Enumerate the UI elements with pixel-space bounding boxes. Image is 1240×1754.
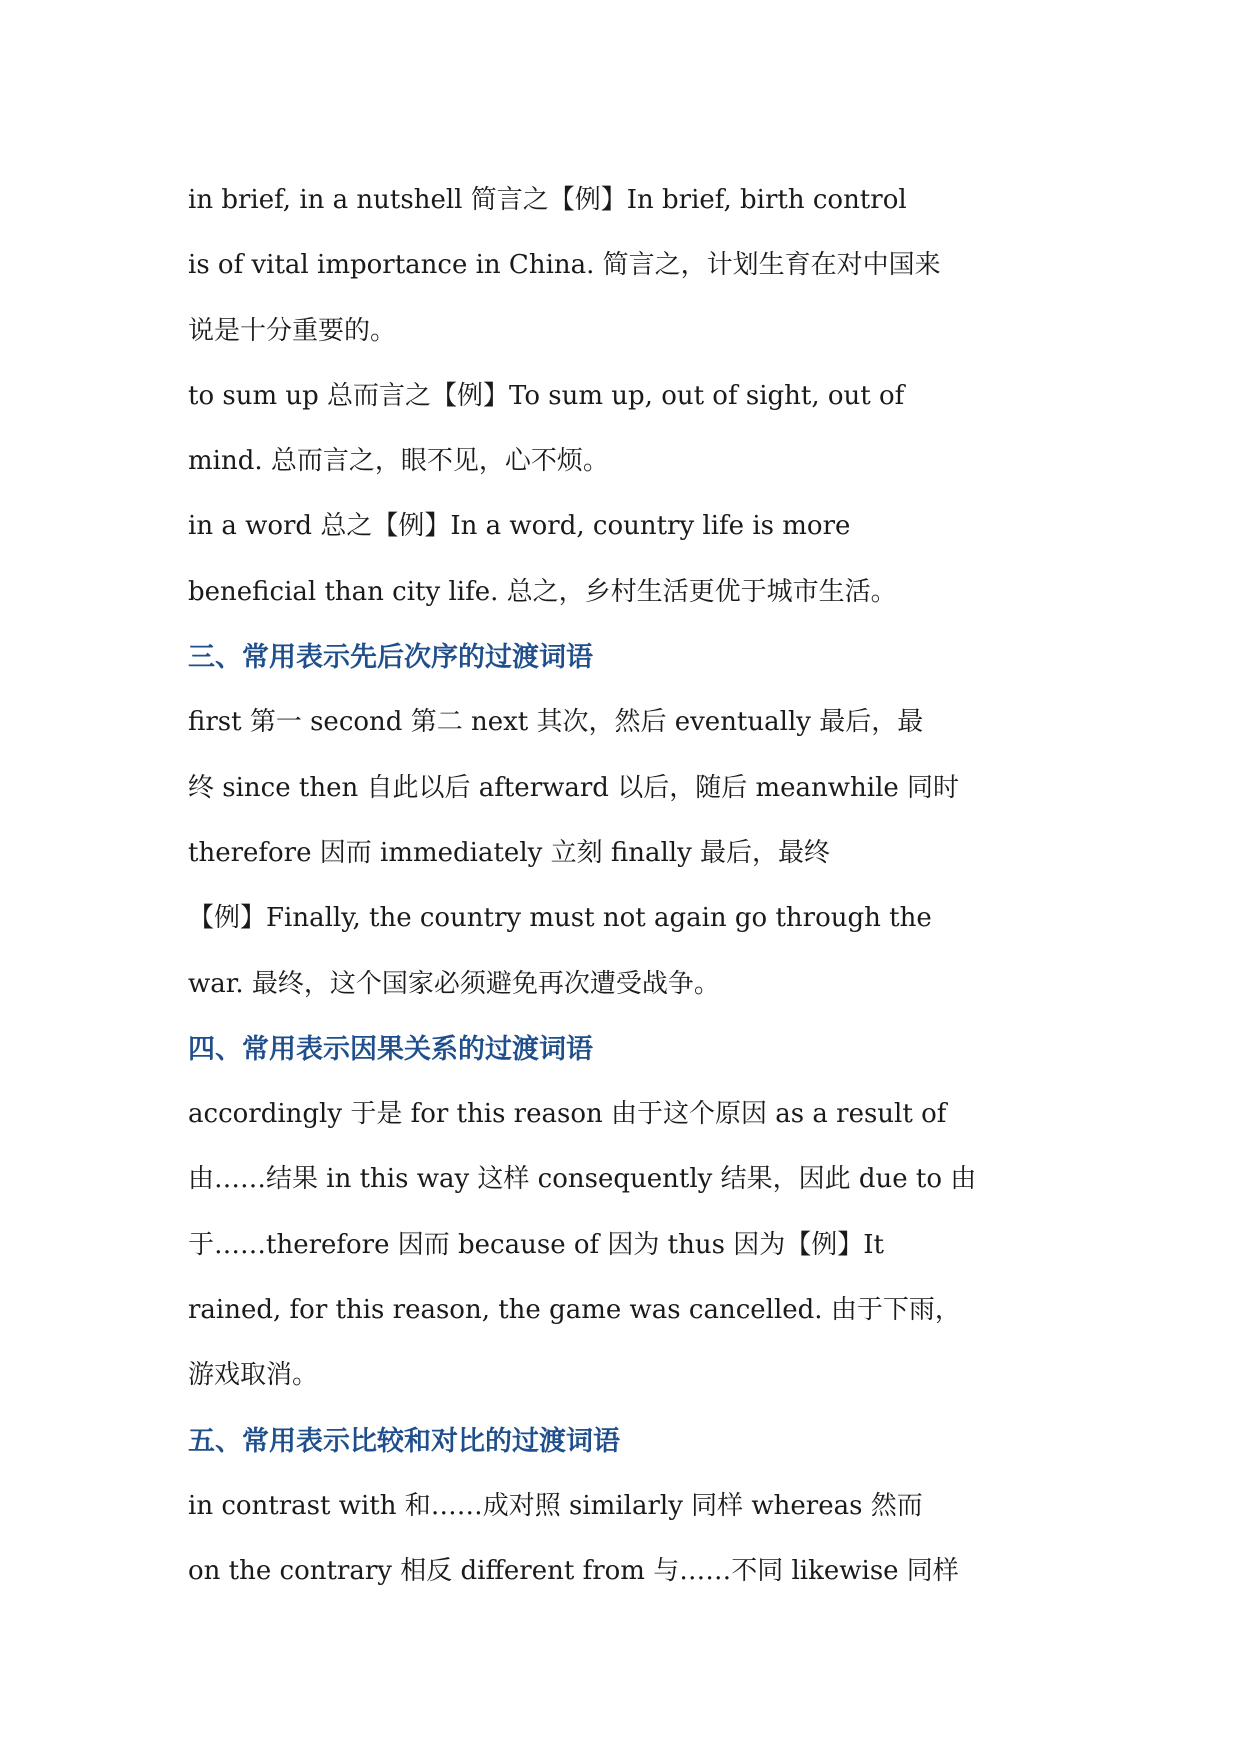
text-line: 终 since then 自此以后 afterward 以后，随后 meanwhile 同时: [188, 772, 960, 803]
text-line: 由……结果 in this way 这样 consequently 结果，因此 due to 由: [188, 1164, 977, 1195]
text-line: therefore 因而 immediately 立刻 finally 最后，最终: [188, 837, 831, 868]
text-line: war. 最终，这个国家必须避免再次遭受战争。: [188, 968, 720, 999]
text-line: rained, for this reason, the game was cancelled. 由于下雨，: [188, 1295, 961, 1326]
text-line: beneficial than city life. 总之，乡村生活更优于城市生活。: [188, 576, 897, 607]
paragraph-to-sum-up: [188, 364, 1068, 495]
paragraph-cause-effect: [188, 1082, 1068, 1408]
text-line: accordingly 于是 for this reason 由于这个原因 as a result of: [188, 1099, 947, 1130]
text-line: 于……therefore 因而 because of 因为 thus 因为【例】It: [188, 1229, 884, 1260]
text-line: first 第一 second 第二 next 其次，然后 eventually 最后，最: [188, 707, 924, 738]
text-line: on the contrary 相反 different from 与……不同 likewise 同样: [188, 1556, 959, 1587]
document-page: [188, 168, 1068, 1605]
text-line: in a word 总之【例】In a word, country life is more: [188, 511, 851, 542]
paragraph-in-a-word: [188, 494, 1068, 625]
section-heading-comparison: 五、常用表示比较和对比的过渡词语: [188, 1425, 620, 1457]
section-heading-sequence: 三、常用表示先后次序的过渡词语: [188, 642, 593, 674]
text-line: is of vital importance in China. 简言之，计划生育在对中国来: [188, 250, 941, 281]
text-line: mind. 总而言之，眼不见，心不烦。: [188, 446, 609, 477]
text-line: 【例】Finally, the country must not again go through the: [188, 903, 932, 934]
paragraph-sequence: [188, 690, 1068, 1016]
text-line: to sum up 总而言之【例】To sum up, out of sight, out of: [188, 380, 905, 411]
paragraph-in-brief: [188, 168, 1068, 364]
section-heading-cause-effect: 四、常用表示因果关系的过渡词语: [188, 1033, 593, 1065]
paragraph-comparison: [188, 1474, 1068, 1605]
text-line: in contrast with 和……成对照 similarly 同样 whereas 然而: [188, 1490, 923, 1521]
text-line: in brief, in a nutshell 简言之【例】In brief, birth control: [188, 185, 907, 215]
text-line: 游戏取消。: [188, 1360, 319, 1391]
text-line: 说是十分重要的。: [188, 315, 397, 346]
